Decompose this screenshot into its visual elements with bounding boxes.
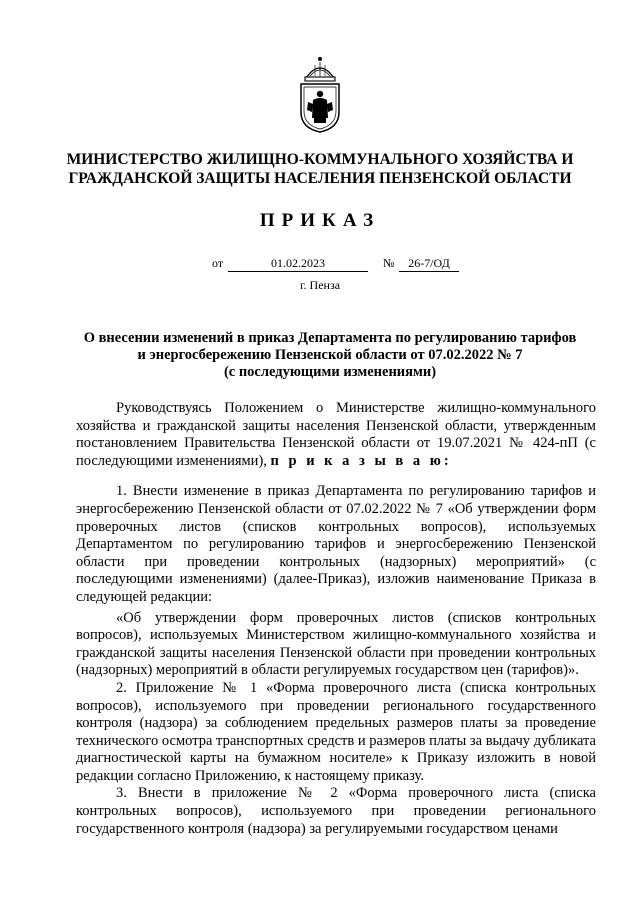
item-2: 2. Приложение № 1 «Форма проверочного листа (списка контрольных вопросов), используемого при проведении регионального государственного контроля (надзора) за соблюдением предельных размеров платы за проведение технического осмотра транспортных средств и размеров платы за выдачу дубликата диагностической карты на бумажном носителе» к Приказу изложить в новой редакции согласно Приложению, к настоящему приказу. [76,679,596,784]
preamble-order: п р и к а з ы в а ю: [270,452,452,469]
item-1-quote: «Об утверждении форм проверочных листов (списков контрольных вопросов), используемых Министерством жилищно-коммунального хозяйства и гражданской защиты населения Пензенской области при проведении контрольных (надзорных) мероприятий в области регулируемых государством цен (тарифов)». [76,609,596,679]
order-number: 26-7/ОД [399,256,459,272]
order-date: 01.02.2023 [228,256,368,272]
title-line-1: О внесении изменений в приказ Департамента по регулированию тарифов [83,330,577,346]
ministry-name [40,150,600,188]
order-heading: ПРИКАЗ [259,210,381,231]
number-label: № [383,256,395,270]
document-title [70,330,590,381]
title-line-2: и энергосбережению Пензенской области от 07.02.2022 № 7 [137,347,523,363]
item-3: 3. Внести в приложение № 2 «Форма проверочного листа (списка контрольных вопросов), используемого при проведении регионального государственного контроля (надзора) за регулируемыми государством ценами [76,785,596,837]
preamble-text: Руководствуясь Положением о Министерстве жилищно-коммунального хозяйства и гражданской защиты населения Пензенской области, утвержденным постановлением Правительства Пензенской области от 19.07.2021 № 424-пП (с последующими изменениями), [76,400,596,469]
title-line-3: (с последующими изменениями) [223,364,437,380]
coat-of-arms-icon [296,56,344,134]
ministry-line-1: МИНИСТЕРСТВО ЖИЛИЩНО-КОММУНАЛЬНОГО ХОЗЯЙСТВА И [66,151,574,168]
ministry-line-2: ГРАЖДАНСКОЙ ЗАЩИТЫ НАСЕЛЕНИЯ ПЕНЗЕНСКОЙ ОБЛАСТИ [68,170,572,187]
document-body [76,400,596,838]
city: г. Пенза [299,278,341,292]
preamble-paragraph [76,400,596,470]
item-1: 1. Внести изменение в приказ Департамента по регулированию тарифов и энергосбережению Пензенской области от 07.02.2022 № 7 «Об утверждении форм проверочных листов (списков контрольных вопросов), используемых Департаментом по регулированию тарифов и энергосбережению Пензенской области при проведении контрольных (надзорных) мероприятий» (с последующими изменениями) (далее-Приказ), изложив наименование Приказа в следующей редакции: [76,483,596,605]
from-label: от [212,256,224,270]
